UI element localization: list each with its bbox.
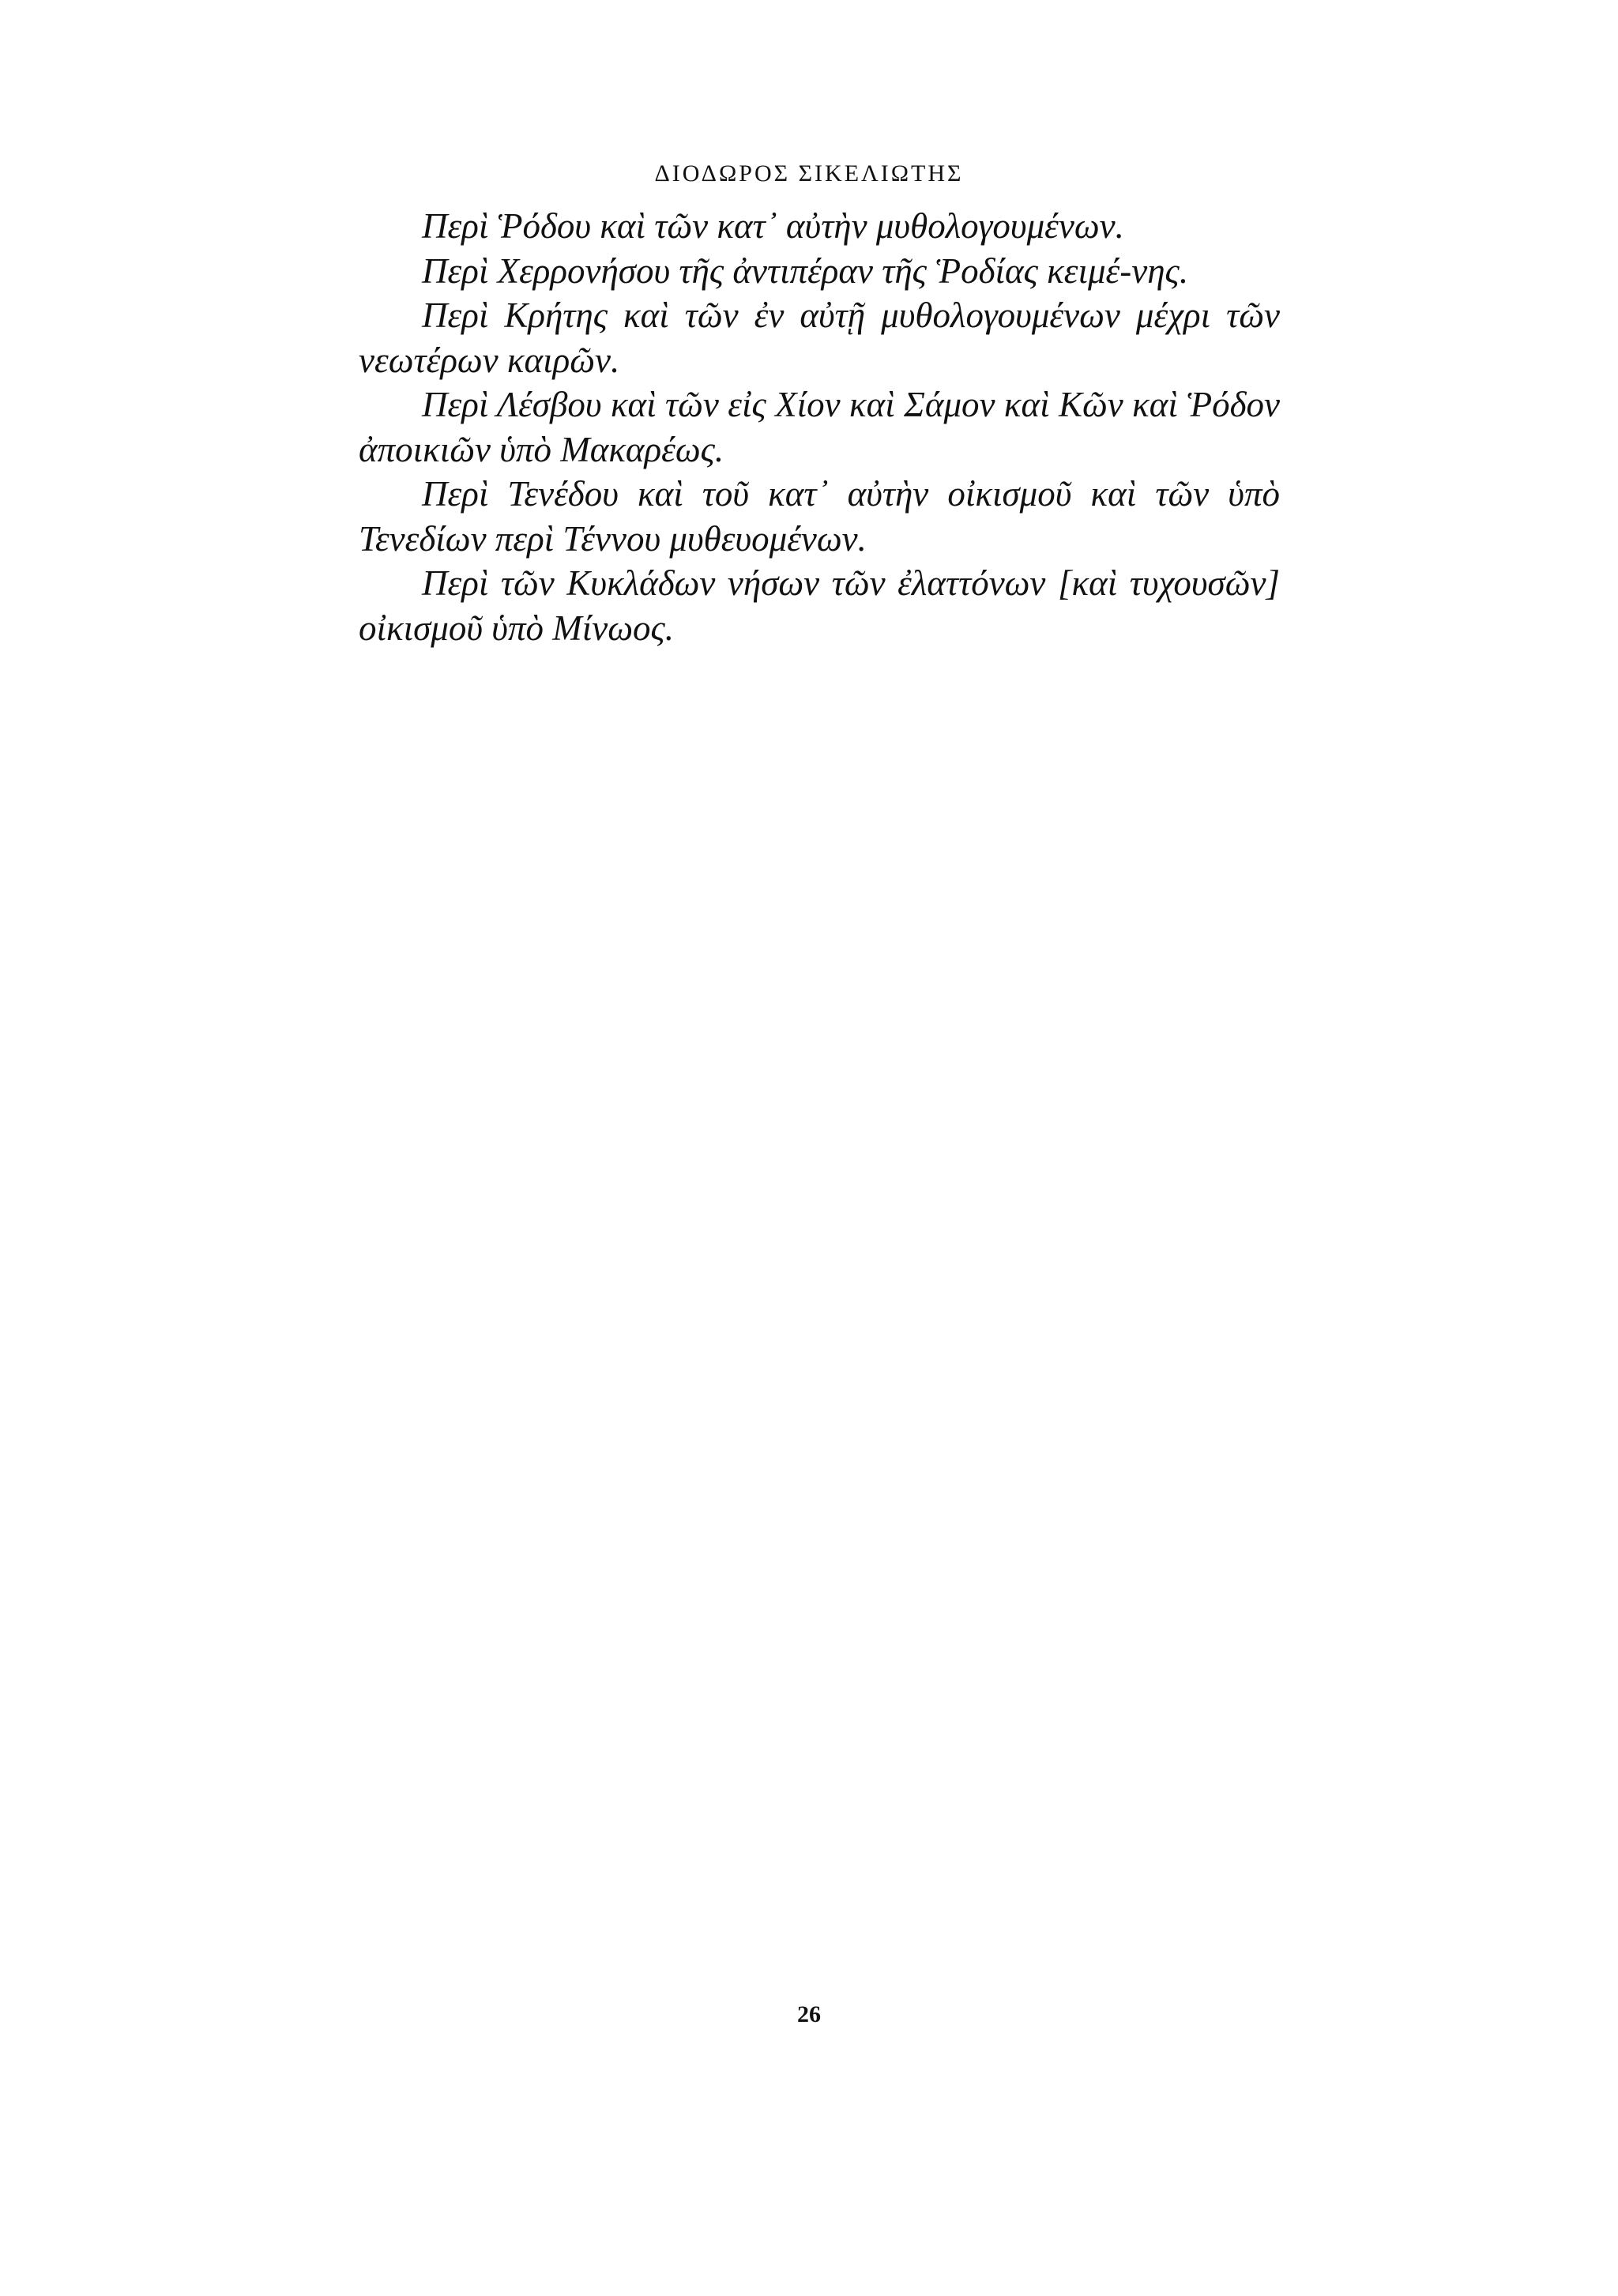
toc-entry: Περὶ Χερρονήσου τῆς ἀντιπέραν τῆς Ῥοδίας κειμέ-νης. — [422, 250, 1189, 291]
table-of-contents-entries — [359, 204, 1280, 650]
toc-entry: Περὶ Κρήτης καὶ τῶν ἐν αὐτῇ μυθολογουμένων μέχρι τῶν νεωτέρων καιρῶν. — [359, 295, 1280, 380]
toc-entry: Περὶ Ῥόδου καὶ τῶν κατ᾽ αὐτὴν μυθολογουμένων. — [422, 206, 1124, 246]
running-title: ΔΙΟΔΩΡΟΣ ΣΙΚΕΛΙΩΤΗΣ — [654, 160, 964, 186]
toc-entry: Περὶ Τενέδου καὶ τοῦ κατ᾽ αὐτὴν οἰκισμοῦ καὶ τῶν ὑπὸ Τενεδίων περὶ Τέννου μυθευομένων. — [359, 474, 1280, 559]
toc-entry: Περὶ Λέσβου καὶ τῶν εἰς Χίον καὶ Σάμον καὶ Κῶν καὶ Ῥόδον ἀποικιῶν ὑπὸ Μακαρέως. — [359, 385, 1280, 469]
toc-entry: Περὶ τῶν Κυκλάδων νήσων τῶν ἐλαττόνων [καὶ τυχουσῶν] οἰκισμοῦ ὑπὸ Μίνωος. — [359, 563, 1280, 648]
page-number: 26 — [797, 2001, 821, 2027]
